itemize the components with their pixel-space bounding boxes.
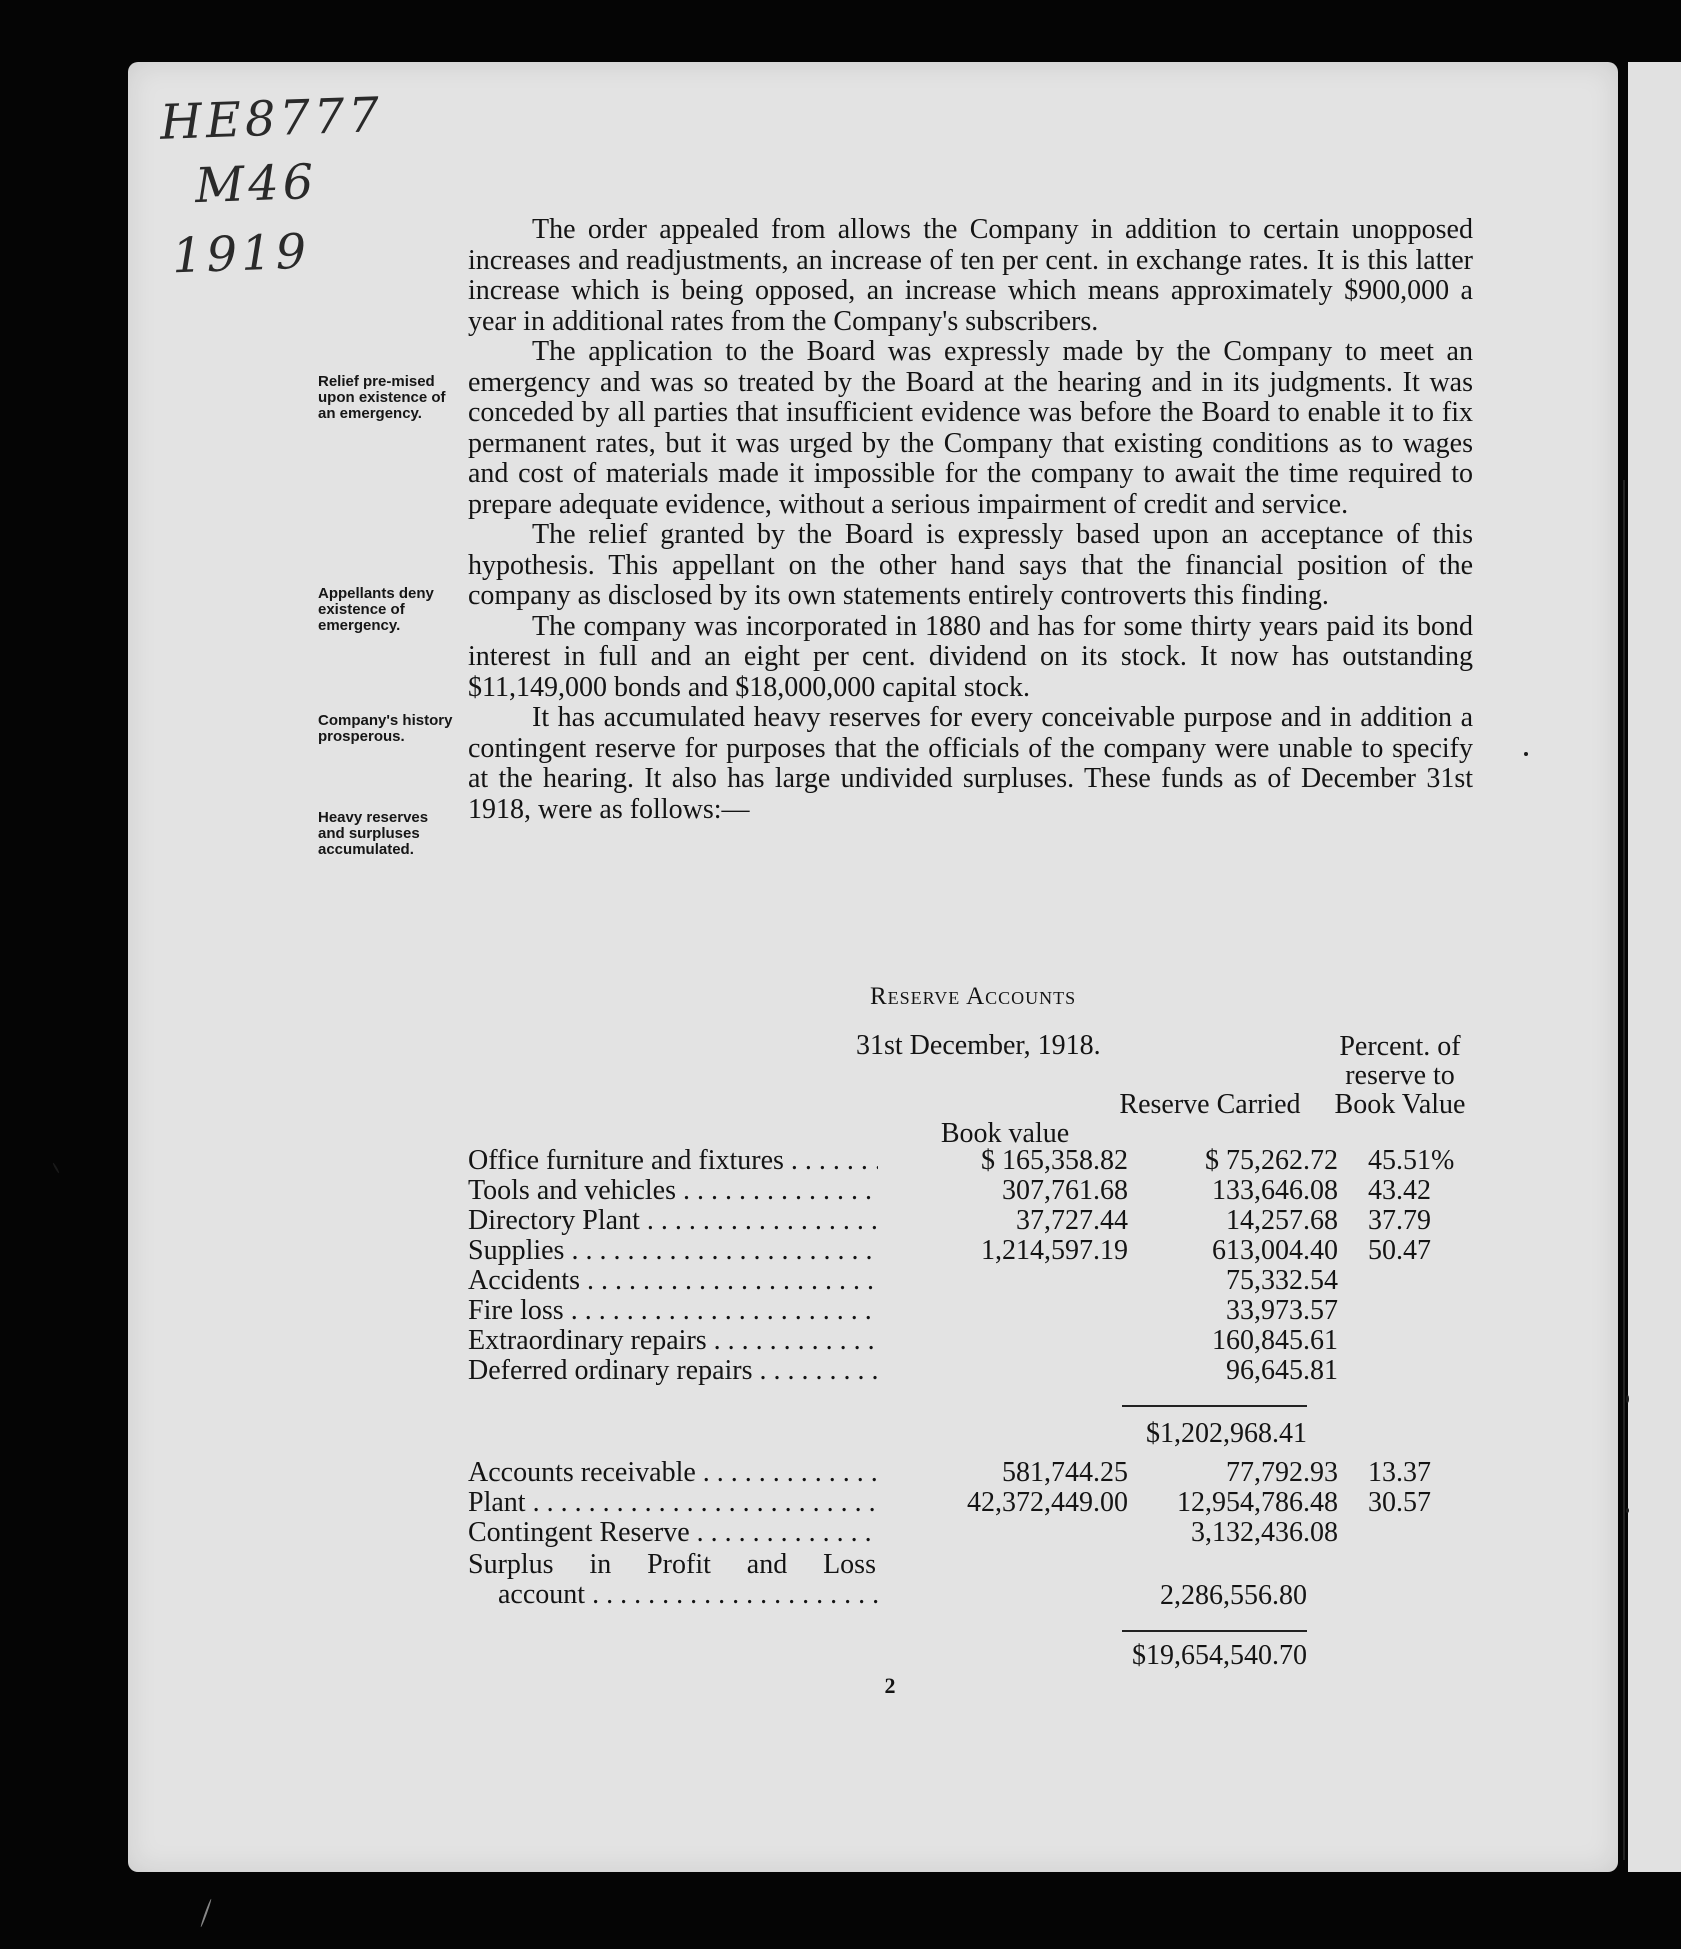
- adjacent-page-edge: [1628, 62, 1681, 1872]
- book-value-cell: 307,761.68: [1002, 1175, 1128, 1206]
- paragraph: The relief granted by the Board is expressly based upon an acceptance of this hypothesis. This appellant on the other hand says that the financial position of the company as disclosed by its own statements entirely controverts this finding.: [468, 519, 1473, 611]
- row-label: Plant . . .: [468, 1488, 878, 1518]
- reserve-table-part-2: [468, 1458, 1488, 1548]
- book-value-cell: 42,372,449.00: [967, 1487, 1128, 1518]
- surplus-word: Profit: [647, 1549, 711, 1580]
- grand-total: $19,654,540.70: [1132, 1640, 1307, 1671]
- surplus-word: Loss: [823, 1549, 876, 1580]
- table-row: [468, 1518, 1488, 1548]
- table-row: [468, 1326, 1488, 1356]
- paragraph: The order appealed from allows the Company in addition to certain unopposed increases and readjustments, an increase of ten per cent. in exchange rates. It is this latter increase which is being opposed, an increase which means approximately $900,000 a year in additional rates from the Company's subscribers.: [468, 214, 1473, 337]
- reserve-subtotal: $1,202,968.41: [1146, 1418, 1307, 1449]
- scan-speck: [200, 1899, 212, 1928]
- reserve-cell: $ 75,262.72: [1205, 1145, 1338, 1176]
- reserve-cell: 77,792.93: [1226, 1457, 1338, 1488]
- row-label: Supplies . . .: [468, 1236, 878, 1266]
- reserve-cell: 133,646.08: [1212, 1175, 1338, 1206]
- reserve-cell: 33,973.57: [1226, 1295, 1338, 1326]
- table-row: [468, 1296, 1488, 1326]
- subtotal-rule: [1122, 1405, 1307, 1407]
- reserve-cell: 160,845.61: [1212, 1325, 1338, 1356]
- scan-speck: [52, 1162, 60, 1173]
- table-row: [468, 1206, 1488, 1236]
- scan-speck: [1524, 752, 1528, 756]
- total-rule: [1122, 1630, 1307, 1632]
- margin-note: Relief pre-mised upon existence of an emergency.: [318, 373, 446, 422]
- row-label: Tools and vehicles . . .: [468, 1176, 878, 1206]
- row-label: Deferred ordinary repairs . . .: [468, 1356, 878, 1386]
- column-header-book-value: Book value: [940, 1118, 1070, 1149]
- percent-cell: 37.79: [1368, 1205, 1431, 1236]
- row-label: Accounts receivable . . .: [468, 1458, 878, 1488]
- table-row: [468, 1488, 1488, 1518]
- table-row: [468, 1176, 1488, 1206]
- book-value-cell: 37,727.44: [1016, 1205, 1128, 1236]
- reserve-cell: 12,954,786.48: [1177, 1487, 1338, 1518]
- table-row: [468, 1146, 1488, 1176]
- table-row: [468, 1458, 1488, 1488]
- column-header-percent: Percent. of reserve to Book Value: [1334, 1031, 1466, 1120]
- surplus-reserve-cell: 2,286,556.80: [1160, 1580, 1307, 1611]
- column-header-reserve-carried: Reserve Carried: [1119, 1089, 1301, 1120]
- surplus-word: Surplus: [468, 1549, 554, 1580]
- surplus-label-line-2: account: [498, 1580, 586, 1610]
- handwritten-cutter-number: M46: [194, 153, 319, 215]
- reserve-table-part-1: [468, 1146, 1488, 1386]
- margin-note: Appellants deny existence of emergency.: [318, 585, 434, 634]
- row-label: Directory Plant . . .: [468, 1206, 878, 1236]
- adjacent-page-rule: [1623, 480, 1625, 1860]
- reserve-cell: 14,257.68: [1226, 1205, 1338, 1236]
- row-label: Extraordinary repairs . . .: [468, 1326, 878, 1356]
- table-row: [468, 1356, 1488, 1386]
- reserve-cell: 3,132,436.08: [1191, 1517, 1338, 1548]
- table-date: 31st December, 1918.: [856, 1030, 1101, 1061]
- table-row: [468, 1266, 1488, 1296]
- reserve-cell: 75,332.54: [1226, 1265, 1338, 1296]
- book-value-cell: 1,214,597.19: [981, 1235, 1128, 1266]
- page-number: 2: [884, 1673, 896, 1698]
- book-value-cell: $ 165,358.82: [981, 1145, 1128, 1176]
- row-label: Office furniture and fixtures . . .: [468, 1146, 878, 1176]
- paragraph: It has accumulated heavy reserves for every conceivable purpose and in addition a contingent reserve for purposes that the officials of the company were unable to specify at the hearing. It also has large undivided surpluses. These funds as of December 31st 1918, were as follows:—: [468, 702, 1473, 825]
- table-title: Reserve Accounts: [870, 983, 1077, 1010]
- book-value-cell: 581,744.25: [1002, 1457, 1128, 1488]
- percent-cell: 50.47: [1368, 1235, 1431, 1266]
- percent-cell: 13.37: [1368, 1457, 1431, 1488]
- scan-speck: [1626, 1395, 1629, 1403]
- surplus-word: and: [746, 1549, 788, 1580]
- row-label: Accidents . . .: [468, 1266, 878, 1296]
- scan-speck: [1626, 1508, 1629, 1513]
- paragraph: The company was incorporated in 1880 and has for some thirty years paid its bond interest in full and an eight per cent. dividend on its stock. It now has outstanding $11,149,000 bonds and $18,000,000 capital stock.: [468, 610, 1473, 703]
- margin-note: Company's history prosperous.: [318, 712, 453, 745]
- reserve-cell: 96,645.81: [1226, 1355, 1338, 1386]
- margin-note: Heavy reserves and surpluses accumulated.: [318, 809, 429, 858]
- row-label: Contingent Reserve . . .: [468, 1518, 878, 1548]
- table-row: [468, 1236, 1488, 1266]
- surplus-row-label: [468, 1550, 878, 1610]
- handwritten-year: 1919: [171, 223, 312, 285]
- paragraph: The application to the Board was expressly made by the Company to meet an emergency and was so treated by the Board at the hearing and in its judgments. It was conceded by all parties that insufficient evidence was before the Board to enable it to fix permanent rates, but it was urged by the Company that existing conditions as to wages and cost of materials made it impossible for the company to await the time required to prepare adequate evidence, without a serious impairment of credit and service.: [468, 336, 1473, 520]
- handwritten-call-number: HE8777: [159, 87, 384, 151]
- surplus-word: in: [589, 1549, 612, 1580]
- body-text: [468, 215, 1473, 825]
- reserve-cell: 613,004.40: [1212, 1235, 1338, 1266]
- percent-cell: 43.42: [1368, 1175, 1431, 1206]
- percent-cell: 30.57: [1368, 1487, 1431, 1518]
- percent-cell: 45.51%: [1368, 1145, 1455, 1176]
- row-label: Fire loss . . .: [468, 1296, 878, 1326]
